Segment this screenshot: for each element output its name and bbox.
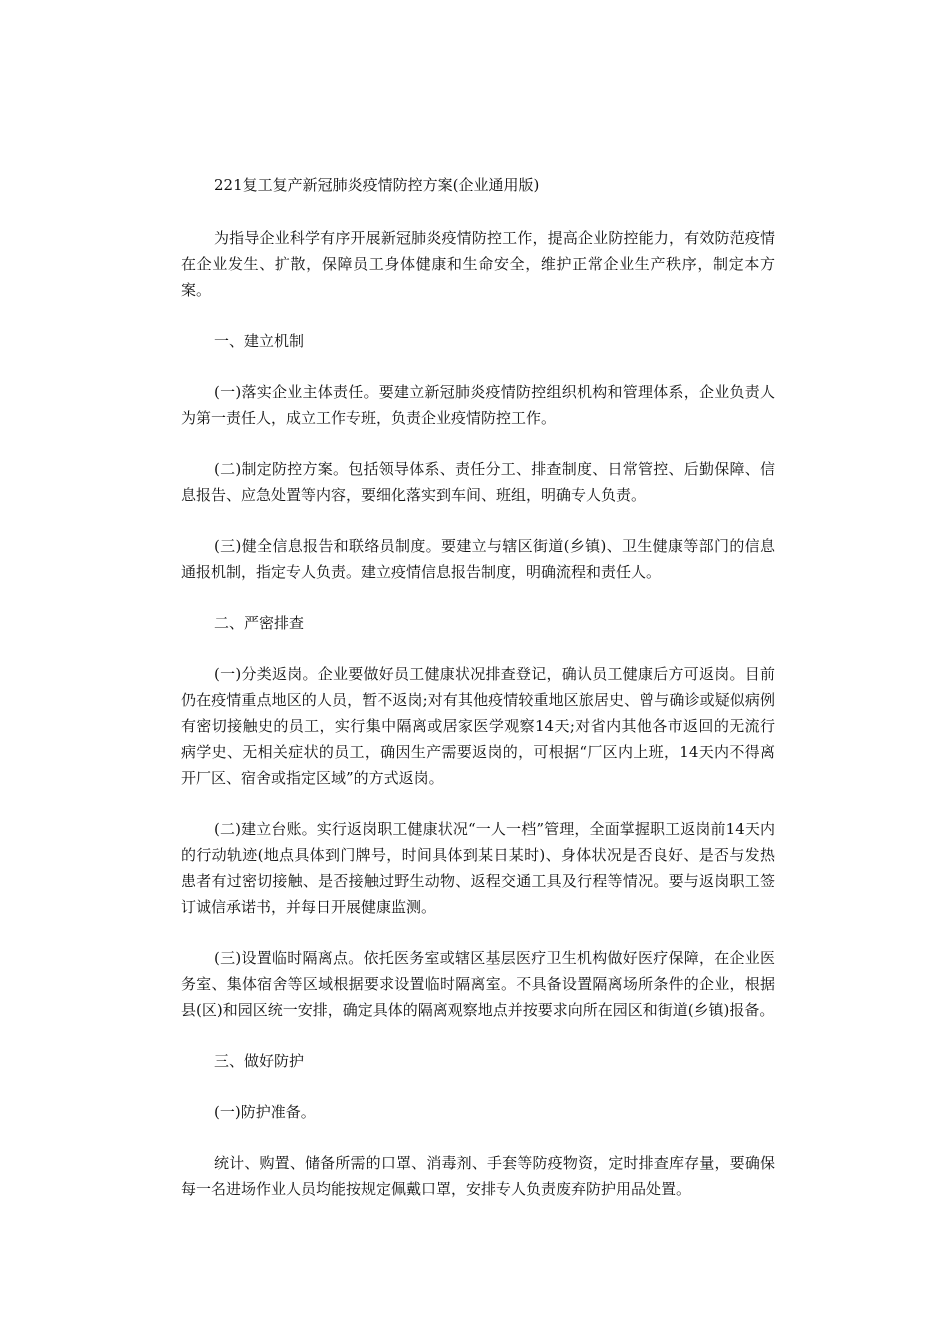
section-1-paragraph-2: (二)制定防控方案。包括领导体系、责任分工、排查制度、日常管控、后勤保障、信息报告、应急处置等内容，要细化落实到车间、班组，明确专人负责。 xyxy=(181,460,775,504)
section-heading-2: 二、严密排查 xyxy=(214,614,305,632)
section-1-paragraph-3: (三)健全信息报告和联络员制度。要建立与辖区街道(乡镇)、卫生健康等部门的信息通报机制，指定专人负责。建立疫情信息报告制度，明确流程和责任人。 xyxy=(181,537,775,581)
section-2-paragraph-2: (二)建立台账。实行返岗职工健康状况“一人一档”管理，全面掌握职工返岗前14天内的行动轨迹(地点具体到门牌号，时间具体到某日某时)、身体状况是否良好、是否与发热患者有过密切接触、是否接触过野生动物、返程交通工具及行程等情况。要与返岗职工签订诚信承诺书，并每日开展健康监测。 xyxy=(181,820,775,916)
document-title: 221复工复产新冠肺炎疫情防控方案(企业通用版) xyxy=(214,176,540,194)
section-3-paragraph-1: (一)防护准备。 xyxy=(214,1103,316,1121)
document-body xyxy=(181,172,775,1227)
intro-paragraph: 为指导企业科学有序开展新冠肺炎疫情防控工作，提高企业防控能力，有效防范疫情在企业发生、扩散，保障员工身体健康和生命安全，维护正常企业生产秩序，制定本方案。 xyxy=(181,229,775,299)
section-3-paragraph-2: 统计、购置、储备所需的口罩、消毒剂、手套等防疫物资，定时排查库存量，要确保每一名进场作业人员均能按规定佩戴口罩，安排专人负责废弃防护用品处置。 xyxy=(181,1154,775,1198)
section-heading-1: 一、建立机制 xyxy=(214,332,305,350)
section-2-paragraph-3: (三)设置临时隔离点。依托医务室或辖区基层医疗卫生机构做好医疗保障，在企业医务室、集体宿舍等区域根据要求设置临时隔离室。不具备设置隔离场所条件的企业，根据县(区)和园区统一安排，确定具体的隔离观察地点并按要求向所在园区和街道(乡镇)报备。 xyxy=(181,949,775,1019)
section-1-paragraph-1: (一)落实企业主体责任。要建立新冠肺炎疫情防控组织机构和管理体系，企业负责人为第一责任人，成立工作专班，负责企业疫情防控工作。 xyxy=(181,383,775,427)
section-2-paragraph-1: (一)分类返岗。企业要做好员工健康状况排查登记，确认员工健康后方可返岗。目前仍在疫情重点地区的人员，暂不返岗;对有其他疫情较重地区旅居史、曾与确诊或疑似病例有密切接触史的员工，实行集中隔离或居家医学观察14天;对省内其他各市返回的无流行病学史、无相关症状的员工，确因生产需要返岗的，可根据“厂区内上班，14天内不得离开厂区、宿舍或指定区域”的方式返岗。 xyxy=(181,665,775,787)
section-heading-3: 三、做好防护 xyxy=(214,1052,305,1070)
